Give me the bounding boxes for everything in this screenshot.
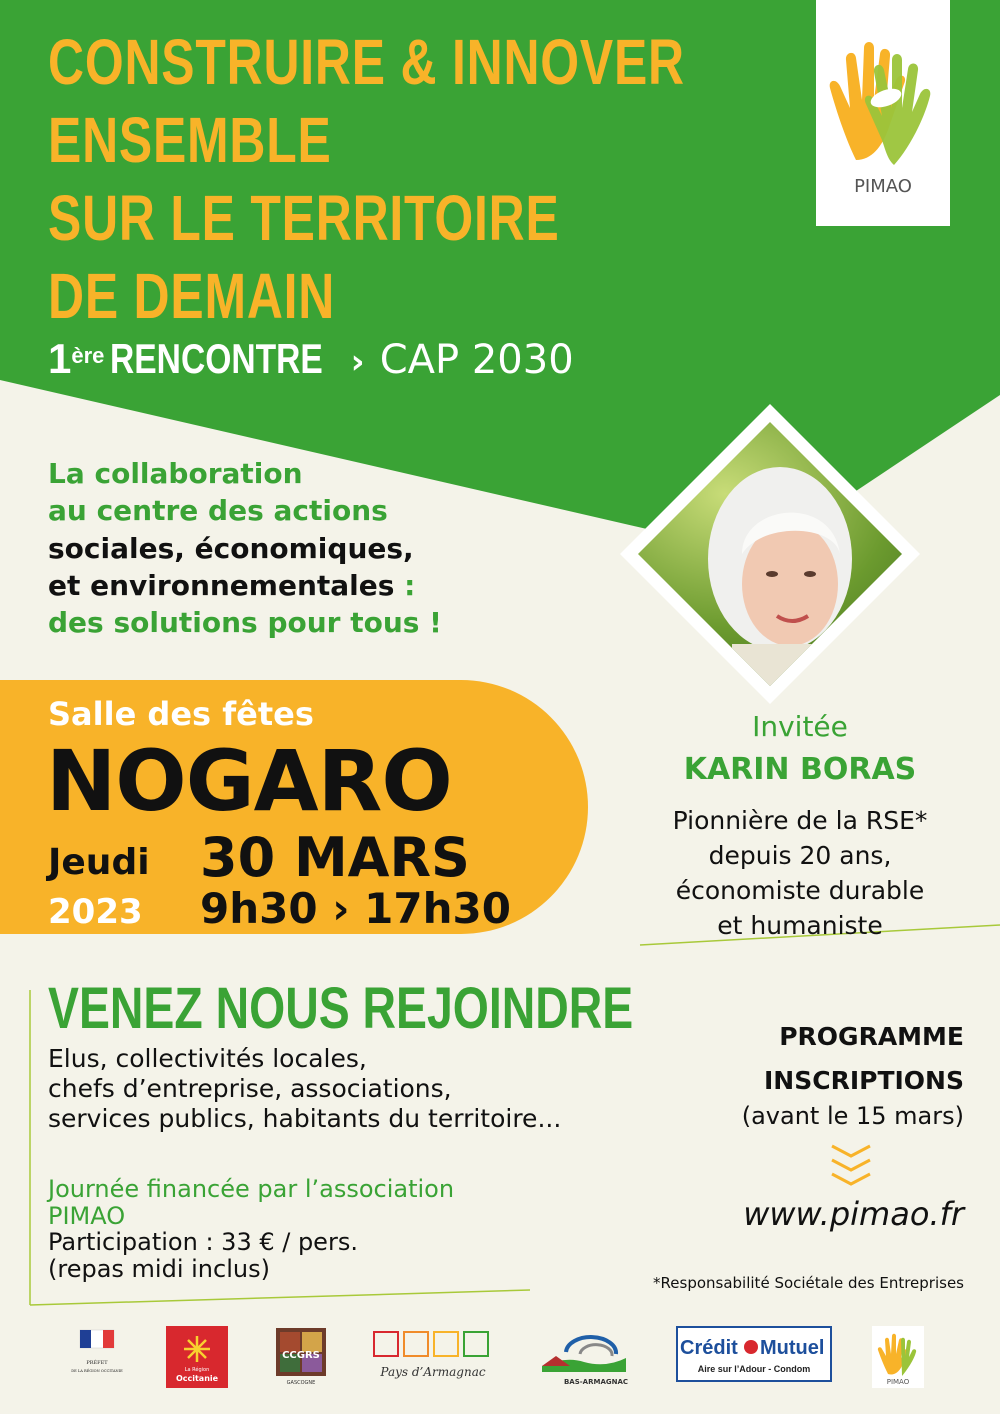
audience-line-1: Elus, collectivités locales, bbox=[48, 1044, 367, 1073]
credit-mutuel-line1: Crédit bbox=[680, 1337, 738, 1359]
price-line-1: Participation : 33 € / pers. bbox=[48, 1228, 358, 1256]
event-date: 30 MARS bbox=[200, 826, 470, 889]
guest-desc-2: depuis 20 ans, bbox=[708, 841, 892, 870]
guest-name: KARIN BORAS bbox=[683, 752, 917, 787]
title-line-4: DE DEMAIN bbox=[48, 260, 336, 332]
prefet-line1: PRÉFET bbox=[86, 1360, 108, 1366]
pimao-small-name: PIMAO bbox=[886, 1378, 910, 1386]
prefet-logo bbox=[71, 1326, 123, 1386]
cgers-logo bbox=[272, 1326, 330, 1388]
intro-line-2: au centre des actions bbox=[48, 494, 388, 527]
audience-line-3: services publics, habitants du territoire... bbox=[48, 1104, 562, 1133]
bas-armagnac-logo bbox=[536, 1326, 632, 1388]
weekday: Jeudi bbox=[48, 842, 150, 883]
pimao-small-logo bbox=[872, 1326, 924, 1388]
intro-line-5: des solutions pour tous ! bbox=[48, 606, 442, 639]
join-title: VENEZ NOUS REJOINDRE bbox=[48, 976, 634, 1041]
rencontre-number: 1 bbox=[48, 335, 72, 382]
inscriptions-link[interactable]: INSCRIPTIONS bbox=[764, 1066, 964, 1095]
credit-mutuel-logo bbox=[676, 1326, 832, 1382]
title-line-1: CONSTRUIRE & INNOVER bbox=[48, 26, 685, 98]
rencontre-word: RENCONTRE bbox=[109, 335, 323, 382]
rencontre-sup: ère bbox=[71, 342, 105, 368]
pimao-logo bbox=[816, 0, 950, 226]
chevron-down-icon bbox=[826, 1140, 876, 1190]
intro-line-4 bbox=[48, 569, 416, 602]
title-line-2: ENSEMBLE bbox=[48, 104, 332, 176]
city-name: NOGARO bbox=[46, 732, 452, 830]
title-line-3: SUR LE TERRITOIRE bbox=[48, 182, 560, 254]
credit-mutuel-line3: Aire sur l’Adour - Condom bbox=[697, 1364, 811, 1374]
guest-photo bbox=[612, 404, 988, 704]
credit-mutuel-line2: Mutuel bbox=[760, 1337, 825, 1359]
hands-icon bbox=[816, 0, 950, 180]
cgers-line2: GASCOGNE bbox=[286, 1380, 316, 1386]
venue-label: Salle des fêtes bbox=[48, 695, 314, 733]
intro-line-4-text: et environnementales bbox=[48, 569, 395, 602]
pays-armagnac-name: Pays d’Armagnac bbox=[380, 1365, 486, 1379]
event-hours: 9h30 › 17h30 bbox=[200, 884, 511, 933]
guest-label: Invitée bbox=[752, 710, 848, 743]
prefet-line2: DE LA RÉGION OCCITANIE bbox=[71, 1369, 123, 1373]
occitanie-line1: La Région bbox=[184, 1367, 210, 1373]
intro-line-1: La collaboration bbox=[48, 457, 303, 490]
occitanie-logo bbox=[166, 1326, 228, 1388]
event-year: 2023 bbox=[48, 892, 143, 932]
rencontre-line bbox=[48, 335, 574, 383]
occitanie-line2: Occitanie bbox=[175, 1374, 219, 1383]
programme-link[interactable]: PROGRAMME bbox=[779, 1022, 964, 1051]
chevron-right-icon: › bbox=[350, 342, 365, 382]
deadline-text: (avant le 15 mars) bbox=[741, 1102, 964, 1130]
funding-line-1: Journée financée par l’association bbox=[48, 1175, 455, 1203]
guest-desc-3: économiste durable bbox=[675, 876, 925, 905]
price-line-2: (repas midi inclus) bbox=[48, 1255, 270, 1283]
logo-label: PIMAO bbox=[854, 176, 912, 197]
guest-desc-4: et humaniste bbox=[717, 911, 883, 940]
intro-line-3: sociales, économiques, bbox=[48, 532, 414, 565]
footnote: *Responsabilité Sociétale des Entreprises bbox=[653, 1274, 964, 1292]
guest-desc-1: Pionnière de la RSE* bbox=[672, 806, 928, 835]
cgers-line1: CCGRS bbox=[282, 1350, 320, 1361]
audience-line-2: chefs d’entreprise, associations, bbox=[48, 1074, 452, 1103]
intro-colon: : bbox=[394, 569, 416, 602]
funding-line-2: PIMAO bbox=[48, 1202, 126, 1230]
website-link[interactable]: www.pimao.fr bbox=[743, 1195, 964, 1233]
cap-label: CAP 2030 bbox=[379, 337, 574, 383]
pays-armagnac-logo bbox=[370, 1326, 496, 1388]
bas-armagnac-name: BAS-ARMAGNAC bbox=[563, 1378, 629, 1386]
